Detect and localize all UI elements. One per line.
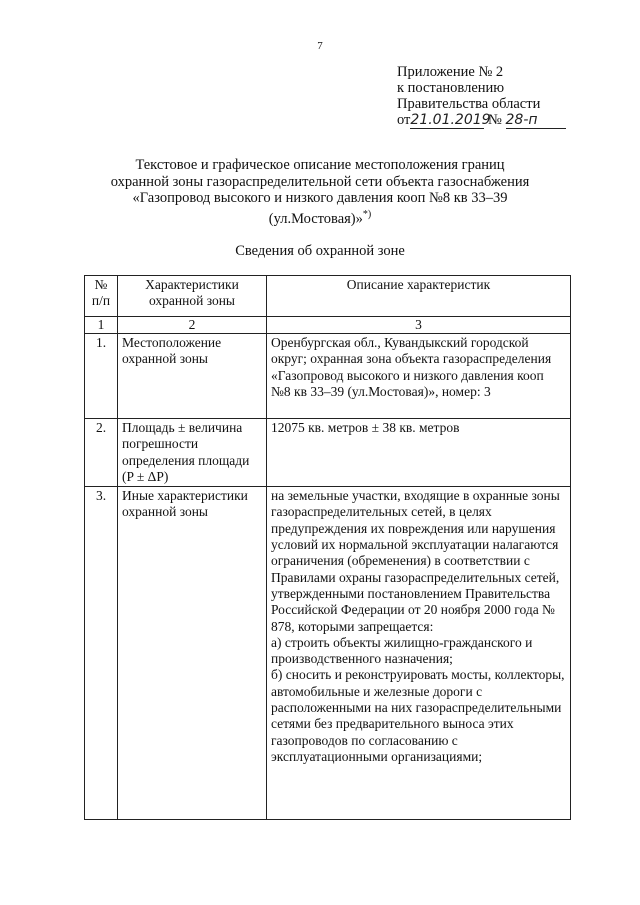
title-line-1: Текстовое и графическое описание местоположения границ: [135, 157, 505, 173]
header-num: № п/п: [85, 276, 118, 317]
section-subtitle: Сведения об охранной зоне: [235, 243, 405, 259]
document-title: [95, 157, 545, 227]
description-paragraph-1: на земельные участки, входящие в охранные зоны газораспределительных сетей, в целях предупреждения их повреждения или нарушения условий их нормальной эксплуатации налагаются ограничения (обременения) в соответствии с Правилами охраны газораспределительных сетей, утвержденными постановлением Правительства Российской Федерации от 20 ноября 2000 года № 878, которыми запрещается:: [271, 488, 560, 634]
row-description: 12075 кв. метров ± 38 кв. метров: [267, 419, 571, 487]
title-line-4: [95, 207, 545, 227]
appendix-line-3: Правительства области: [397, 96, 541, 112]
row-description: Оренбургская обл., Кувандыкский городской округ; охранная зона объекта газораспределения «Газопровод высокого и низкого давления кооп №8 кв 33–39 (ул.Мостовая)», номер: 3: [267, 334, 571, 419]
handwritten-number: 28-п: [506, 112, 566, 129]
row-number: 3.: [85, 487, 118, 820]
row-characteristic: Иные характеристики охранной зоны: [118, 487, 267, 820]
description-paragraph-3: б) сносить и реконструировать мосты, коллекторы, автомобильные и железные дороги с расположенными на них газораспределительными сетями без предварительного выноса этих газопроводов по согласованию с эксплуатационными организациями;: [271, 667, 565, 764]
index-1: 1: [85, 317, 118, 334]
title-line-4-text: (ул.Мостовая)»: [268, 210, 363, 227]
row-number: 2.: [85, 419, 118, 487]
appendix-line-2: к постановлению: [397, 80, 505, 96]
appendix-block: [397, 64, 566, 129]
table-row: [85, 487, 571, 820]
number-prefix: №: [488, 112, 502, 128]
header-description: Описание характеристик: [267, 276, 571, 317]
appendix-line-1: Приложение № 2: [397, 64, 504, 80]
index-3: 3: [267, 317, 571, 334]
description-paragraph-2: а) строить объекты жилищно-гражданского и производственного назначения;: [271, 634, 533, 667]
title-line-3: «Газопровод высокого и низкого давления кооп №8 кв 33–39: [132, 190, 508, 206]
row-description: [267, 487, 571, 820]
row-characteristic: Местоположение охранной зоны: [118, 334, 267, 419]
table-row: [85, 334, 571, 419]
title-line-2: охранной зоны газораспределительной сети объекта газоснабжения: [110, 173, 530, 190]
table-header-row: [85, 276, 571, 317]
appendix-date-line: [397, 112, 566, 129]
index-2: 2: [118, 317, 267, 334]
page-number: 7: [317, 40, 323, 52]
footnote-mark: *): [362, 208, 372, 220]
handwritten-date: 21.01.2019: [410, 112, 491, 128]
date-prefix: от: [397, 112, 411, 128]
table-row: [85, 419, 571, 487]
row-characteristic: Площадь ± величина погрешности определения площади (P ± ΔP): [118, 419, 267, 487]
header-characteristic: Характеристики охранной зоны: [118, 276, 267, 317]
zone-info-table: [84, 275, 571, 820]
row-number: 1.: [85, 334, 118, 419]
table-index-row: [85, 317, 571, 334]
